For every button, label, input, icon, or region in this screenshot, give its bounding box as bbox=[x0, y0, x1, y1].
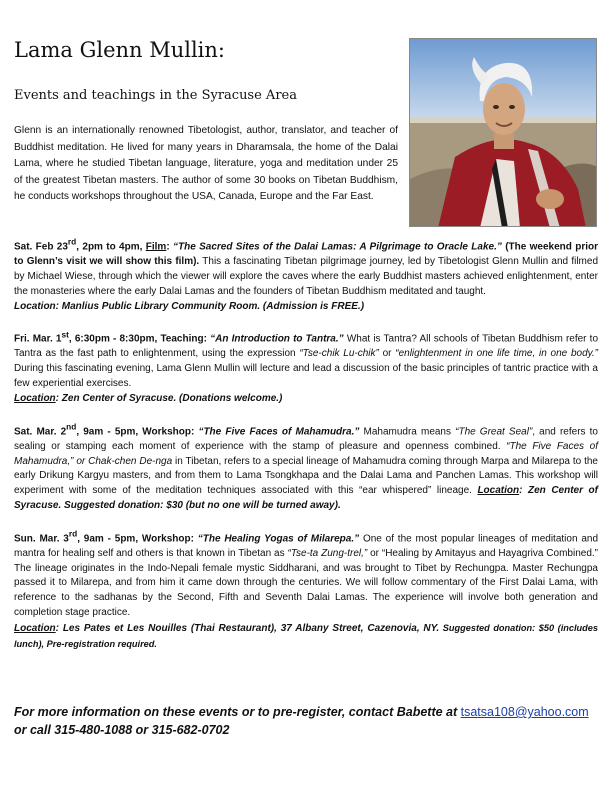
event-description: What is Tantra? All schools of Tibetan Buddhism refer to Tantra as the fast path to enlightenment, using the expression bbox=[14, 333, 599, 360]
event-title: “The Sacred Sites of the Dalai Lamas: A Pilgrimage to Oracle Lake.” bbox=[172, 241, 502, 253]
event-quote: “The Five Faces of Mahamudra,” or Chak-chen De-nga bbox=[14, 440, 599, 467]
event-title: “An Introduction to Tantra.” bbox=[210, 333, 344, 345]
event-description: or bbox=[378, 348, 396, 360]
event-quote: “The Great Seal” bbox=[455, 425, 533, 437]
event-workshop-mahamudra bbox=[14, 420, 598, 514]
page-title: Lama Glenn Mullin: bbox=[14, 38, 225, 62]
date-suffix: st bbox=[61, 329, 69, 340]
event-description: in Tibetan, refers to a special lineage of Mahamudra coming through Marpa and Milarepa to the early Drikung Kargyu masters, and from them to Lama Tsongkhapa and the Dalai Lama and Panchen Lamas. This workshop will experiment with some of the meditation techniques associated with this “ear whispered” lineage. bbox=[14, 455, 598, 497]
event-teaching bbox=[14, 327, 598, 406]
event-description: This a fascinating Tibetan pilgrimage journey, led by Tibetologist Glenn Mullin and filmed by Michael Wiese, through which the viewer will explore the caves where the early Buddhist masters achieved enlightenment, enter the monasteries where the early Dalai Lamas and the founders of Tibetan Buddhism meditated and taught. bbox=[14, 256, 599, 297]
event-date: Sat. Mar. 2 bbox=[14, 425, 67, 437]
portrait-photo bbox=[409, 38, 597, 227]
date-suffix: rd bbox=[67, 237, 77, 247]
event-time: , 9am - 5pm, Workshop: bbox=[76, 425, 199, 437]
event-description: or “Healing by Amitayus and Hayagriva Combined.” The lineage originates in the Indo-Nepali female mystic Siddharani, and was brought to Tibet by Rechungpa. Master Rechungpa passed it to Milarepa, and from him it came down through the centuries. We will follow commentary of the First Dalai Lama, with reference to the sadhanas by the Second, Fifth and Seventh Dalai Lamas. The experience will involve both generation and completion stage practice. bbox=[14, 547, 598, 619]
event-location: : Zen Center of Syracuse. Suggested donation: $30 (but no one will be turned away). bbox=[14, 485, 598, 511]
event-location: Location: Manlius Public Library Community Room. (Admission is FREE.) bbox=[14, 300, 365, 312]
contact-text: For more information on these events or to pre-register, contact Babette at bbox=[14, 705, 461, 719]
event-time: , 6:30pm - 8:30pm, Teaching: bbox=[68, 333, 211, 345]
event-colon: : bbox=[166, 241, 173, 253]
page-subtitle: Events and teachings in the Syracuse Area bbox=[14, 88, 297, 103]
event-date: Fri. Mar. 1 bbox=[14, 333, 62, 345]
event-date: Sun. Mar. 3 bbox=[14, 533, 69, 545]
event-time: , 9am - 5pm, Workshop: bbox=[77, 533, 198, 545]
event-description: Mahamudra means bbox=[359, 425, 456, 437]
event-location-label: Location bbox=[14, 622, 56, 634]
intro-paragraph: Glenn is an internationally renowned Tibetologist, author, translator, and teacher of Buddhist meditation. He lived for many years in Dharamsala, the home of the Dalai Lama, where he studied Tibetan language, literature, yoga and meditation under 25 of the greatest Tibetan masters. The author of some 30 books on Tibetan Buddhism, he conducts workshops throughout the USA, Canada, Europe and the Far East. bbox=[14, 125, 398, 203]
contact-footer bbox=[14, 703, 604, 739]
event-description: One of the most popular lineages of meditation and mantra for healing self and others is that known in Tibetan as bbox=[14, 533, 599, 559]
contact-phone: or call 315-480-1088 or 315-682-0702 bbox=[14, 723, 230, 737]
event-title: “The Healing Yogas of Milarepa.” bbox=[197, 533, 360, 545]
event-date: Sat. Feb 23 bbox=[14, 241, 68, 253]
date-suffix: rd bbox=[68, 528, 78, 539]
event-note: (The weekend prior to Glenn’s visit we will show this film). bbox=[14, 241, 599, 268]
event-donation: Suggested donation: $50 (includes lunch), Pre-registration required. bbox=[14, 622, 598, 649]
event-location: : Les Pates et Les Nouilles (Thai Restaurant), 37 Albany Street, Cazenovia, NY. bbox=[55, 622, 440, 634]
event-film bbox=[14, 235, 598, 314]
event-location-label: Location bbox=[14, 392, 56, 404]
event-description: , and refers to sealing or stamping each moment of experience with the stamp of pleasure and openness combined. bbox=[14, 425, 598, 452]
portrait-illustration bbox=[410, 39, 597, 227]
events-list bbox=[14, 235, 598, 665]
date-suffix: nd bbox=[66, 421, 77, 432]
event-type: Film bbox=[145, 241, 167, 253]
event-location: : Zen Center of Syracuse. (Donations welcome.) bbox=[55, 392, 283, 404]
event-title: “The Five Faces of Mahamudra.” bbox=[198, 425, 360, 437]
event-location-label: Location bbox=[477, 485, 520, 497]
event-quote: “Tse-ta Zung-trel,” bbox=[287, 547, 368, 559]
email-link[interactable]: tsatsa108@yahoo.com bbox=[460, 705, 589, 719]
event-description: During this fascinating evening, Lama Glenn Mullin will lecture and lead a discussion of the basic principles of tantric practice with a few experiential exercises. bbox=[14, 363, 598, 390]
event-quote: “Tse-chik Lu-chik” bbox=[299, 348, 379, 360]
event-time: , 2pm to 4pm, bbox=[76, 241, 146, 253]
event-quote: “enlightenment in one life time, in one body.” bbox=[395, 348, 599, 360]
event-workshop-milarepa bbox=[14, 527, 598, 653]
